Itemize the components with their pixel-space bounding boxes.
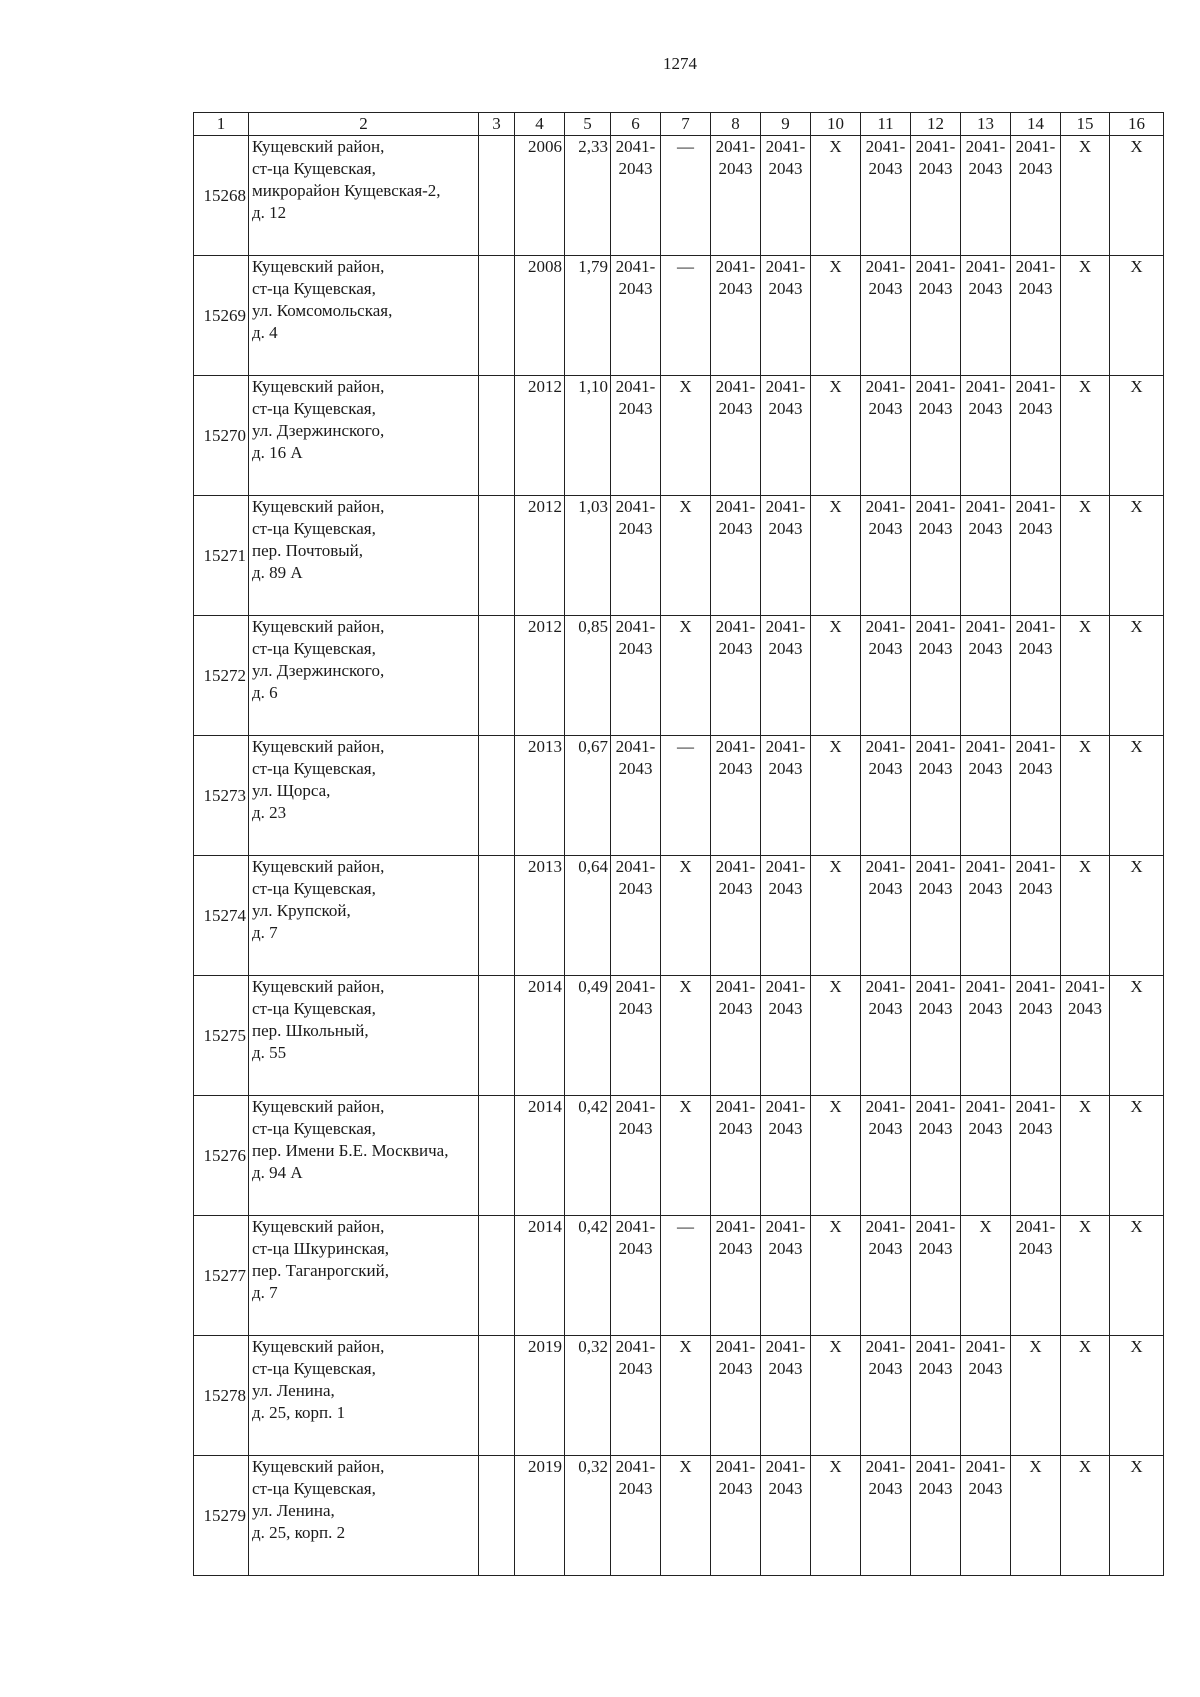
address-line: д. 23	[252, 803, 287, 822]
cell-col-10: X	[811, 1336, 861, 1456]
address-line: Кущевский район,	[252, 1097, 385, 1116]
record-number: 15272	[194, 616, 249, 736]
column-header: 3	[479, 113, 515, 136]
cell-col-3	[479, 256, 515, 376]
cell-col-15: X	[1061, 1336, 1110, 1456]
cell-col-14: 2041- 2043	[1011, 736, 1061, 856]
cell-col-10: X	[811, 1456, 861, 1576]
cell-col-11: 2041- 2043	[861, 736, 911, 856]
cell-col-16: X	[1110, 1336, 1164, 1456]
address-line: ст-ца Кущевская,	[252, 759, 376, 778]
cell-col-8: 2041- 2043	[711, 736, 761, 856]
address-line: д. 12	[252, 203, 287, 222]
value-cell: 2,33	[565, 136, 611, 256]
cell-col-12: 2041- 2043	[911, 976, 961, 1096]
year-cell: 2012	[515, 376, 565, 496]
cell-col-8: 2041- 2043	[711, 1336, 761, 1456]
cell-col-9: 2041- 2043	[761, 1456, 811, 1576]
record-number: 15277	[194, 1216, 249, 1336]
column-header: 6	[611, 113, 661, 136]
cell-col-9: 2041- 2043	[761, 376, 811, 496]
cell-col-6: 2041- 2043	[611, 496, 661, 616]
column-header: 2	[249, 113, 479, 136]
cell-col-10: X	[811, 616, 861, 736]
cell-col-6: 2041- 2043	[611, 256, 661, 376]
cell-col-8: 2041- 2043	[711, 136, 761, 256]
year-cell: 2014	[515, 976, 565, 1096]
address-line: ст-ца Кущевская,	[252, 399, 376, 418]
cell-col-7: X	[661, 1096, 711, 1216]
address-line: Кущевский район,	[252, 137, 385, 156]
cell-col-11: 2041- 2043	[861, 976, 911, 1096]
cell-col-11: 2041- 2043	[861, 136, 911, 256]
cell-col-14: 2041- 2043	[1011, 1216, 1061, 1336]
cell-col-3	[479, 976, 515, 1096]
cell-col-16: X	[1110, 856, 1164, 976]
address-line: ст-ца Кущевская,	[252, 1479, 376, 1498]
cell-col-3	[479, 496, 515, 616]
cell-col-10: X	[811, 736, 861, 856]
address-line: ул. Комсомольская,	[252, 301, 393, 320]
year-cell: 2014	[515, 1096, 565, 1216]
cell-col-3	[479, 736, 515, 856]
cell-col-8: 2041- 2043	[711, 1456, 761, 1576]
cell-col-14: X	[1011, 1456, 1061, 1576]
cell-col-14: 2041- 2043	[1011, 1096, 1061, 1216]
record-number: 15276	[194, 1096, 249, 1216]
cell-col-14: X	[1011, 1336, 1061, 1456]
cell-col-7: —	[661, 1216, 711, 1336]
cell-col-10: X	[811, 976, 861, 1096]
address-line: д. 4	[252, 323, 278, 342]
cell-col-15: X	[1061, 856, 1110, 976]
address-line: пер. Почтовый,	[252, 541, 364, 560]
cell-col-8: 2041- 2043	[711, 976, 761, 1096]
cell-col-10: X	[811, 496, 861, 616]
cell-col-13: 2041- 2043	[961, 616, 1011, 736]
address-line: ул. Ленина,	[252, 1501, 335, 1520]
cell-col-6: 2041- 2043	[611, 1456, 661, 1576]
cell-col-13: 2041- 2043	[961, 1096, 1011, 1216]
record-number: 15279	[194, 1456, 249, 1576]
cell-col-14: 2041- 2043	[1011, 376, 1061, 496]
address-cell	[249, 976, 479, 1096]
cell-col-7: —	[661, 136, 711, 256]
cell-col-10: X	[811, 136, 861, 256]
cell-col-3	[479, 856, 515, 976]
cell-col-9: 2041- 2043	[761, 1336, 811, 1456]
table-header-row	[194, 113, 1164, 136]
cell-col-7: X	[661, 1336, 711, 1456]
cell-col-16: X	[1110, 1216, 1164, 1336]
table-row	[194, 136, 1164, 256]
address-line: д. 89 А	[252, 563, 303, 582]
cell-col-16: X	[1110, 736, 1164, 856]
cell-col-16: X	[1110, 496, 1164, 616]
address-cell	[249, 1456, 479, 1576]
column-header: 10	[811, 113, 861, 136]
cell-col-7: X	[661, 376, 711, 496]
address-line: ул. Дзержинского,	[252, 661, 385, 680]
cell-col-7: X	[661, 496, 711, 616]
table-row	[194, 616, 1164, 736]
cell-col-6: 2041- 2043	[611, 736, 661, 856]
address-line: Кущевский район,	[252, 977, 385, 996]
cell-col-14: 2041- 2043	[1011, 136, 1061, 256]
cell-col-6: 2041- 2043	[611, 376, 661, 496]
column-header: 14	[1011, 113, 1061, 136]
cell-col-3	[479, 1456, 515, 1576]
cell-col-10: X	[811, 1096, 861, 1216]
address-line: ул. Ленина,	[252, 1381, 335, 1400]
cell-col-15: X	[1061, 1456, 1110, 1576]
table-row	[194, 1096, 1164, 1216]
cell-col-13: 2041- 2043	[961, 376, 1011, 496]
cell-col-15: X	[1061, 376, 1110, 496]
address-line: д. 55	[252, 1043, 287, 1062]
record-number: 15269	[194, 256, 249, 376]
value-cell: 0,67	[565, 736, 611, 856]
address-line: д. 94 А	[252, 1163, 303, 1182]
column-header: 7	[661, 113, 711, 136]
cell-col-10: X	[811, 856, 861, 976]
cell-col-10: X	[811, 1216, 861, 1336]
column-header: 9	[761, 113, 811, 136]
cell-col-12: 2041- 2043	[911, 1456, 961, 1576]
cell-col-8: 2041- 2043	[711, 376, 761, 496]
year-cell: 2019	[515, 1336, 565, 1456]
cell-col-16: X	[1110, 376, 1164, 496]
address-line: Кущевский район,	[252, 737, 385, 756]
cell-col-9: 2041- 2043	[761, 256, 811, 376]
cell-col-15: X	[1061, 496, 1110, 616]
cell-col-11: 2041- 2043	[861, 256, 911, 376]
address-line: ул. Щорса,	[252, 781, 331, 800]
cell-col-13: 2041- 2043	[961, 1456, 1011, 1576]
cell-col-8: 2041- 2043	[711, 256, 761, 376]
cell-col-14: 2041- 2043	[1011, 976, 1061, 1096]
table-row	[194, 376, 1164, 496]
cell-col-6: 2041- 2043	[611, 1216, 661, 1336]
address-line: Кущевский район,	[252, 1457, 385, 1476]
cell-col-15: X	[1061, 136, 1110, 256]
address-line: д. 7	[252, 923, 278, 942]
address-line: д. 6	[252, 683, 278, 702]
cell-col-3	[479, 1336, 515, 1456]
table-row	[194, 256, 1164, 376]
address-cell	[249, 736, 479, 856]
column-header: 1	[194, 113, 249, 136]
cell-col-9: 2041- 2043	[761, 856, 811, 976]
cell-col-8: 2041- 2043	[711, 856, 761, 976]
address-line: Кущевский район,	[252, 377, 385, 396]
year-cell: 2013	[515, 736, 565, 856]
cell-col-15: X	[1061, 616, 1110, 736]
address-cell	[249, 1336, 479, 1456]
registry-table	[193, 112, 1164, 1576]
address-cell	[249, 856, 479, 976]
cell-col-16: X	[1110, 1456, 1164, 1576]
cell-col-3	[479, 616, 515, 736]
record-number: 15274	[194, 856, 249, 976]
value-cell: 0,49	[565, 976, 611, 1096]
cell-col-16: X	[1110, 616, 1164, 736]
cell-col-13: 2041- 2043	[961, 256, 1011, 376]
record-number: 15268	[194, 136, 249, 256]
table-row	[194, 1336, 1164, 1456]
address-cell	[249, 1216, 479, 1336]
column-header: 13	[961, 113, 1011, 136]
address-line: пер. Таганрогский,	[252, 1261, 389, 1280]
record-number: 15275	[194, 976, 249, 1096]
cell-col-11: 2041- 2043	[861, 1456, 911, 1576]
cell-col-12: 2041- 2043	[911, 496, 961, 616]
cell-col-6: 2041- 2043	[611, 136, 661, 256]
record-number: 15270	[194, 376, 249, 496]
address-line: д. 25, корп. 1	[252, 1403, 346, 1422]
address-line: Кущевский район,	[252, 257, 385, 276]
cell-col-9: 2041- 2043	[761, 736, 811, 856]
address-line: ул. Дзержинского,	[252, 421, 385, 440]
year-cell: 2014	[515, 1216, 565, 1336]
cell-col-9: 2041- 2043	[761, 1096, 811, 1216]
cell-col-15: X	[1061, 256, 1110, 376]
value-cell: 0,42	[565, 1096, 611, 1216]
value-cell: 0,64	[565, 856, 611, 976]
cell-col-9: 2041- 2043	[761, 976, 811, 1096]
cell-col-7: —	[661, 256, 711, 376]
cell-col-15: X	[1061, 736, 1110, 856]
address-cell	[249, 496, 479, 616]
value-cell: 0,32	[565, 1456, 611, 1576]
cell-col-13: X	[961, 1216, 1011, 1336]
table-row	[194, 976, 1164, 1096]
address-line: ул. Крупской,	[252, 901, 351, 920]
value-cell: 0,42	[565, 1216, 611, 1336]
cell-col-12: 2041- 2043	[911, 136, 961, 256]
cell-col-11: 2041- 2043	[861, 616, 911, 736]
address-line: ст-ца Кущевская,	[252, 519, 376, 538]
cell-col-14: 2041- 2043	[1011, 256, 1061, 376]
cell-col-6: 2041- 2043	[611, 1336, 661, 1456]
table-row	[194, 736, 1164, 856]
cell-col-12: 2041- 2043	[911, 376, 961, 496]
address-line: Кущевский район,	[252, 1337, 385, 1356]
cell-col-11: 2041- 2043	[861, 496, 911, 616]
cell-col-3	[479, 136, 515, 256]
column-header: 12	[911, 113, 961, 136]
cell-col-12: 2041- 2043	[911, 856, 961, 976]
cell-col-12: 2041- 2043	[911, 736, 961, 856]
cell-col-13: 2041- 2043	[961, 1336, 1011, 1456]
address-cell	[249, 376, 479, 496]
cell-col-3	[479, 1216, 515, 1336]
address-line: д. 16 А	[252, 443, 303, 462]
cell-col-12: 2041- 2043	[911, 1336, 961, 1456]
cell-col-7: X	[661, 856, 711, 976]
address-line: ст-ца Кущевская,	[252, 1359, 376, 1378]
cell-col-15: X	[1061, 1216, 1110, 1336]
cell-col-12: 2041- 2043	[911, 256, 961, 376]
record-number: 15271	[194, 496, 249, 616]
address-cell	[249, 136, 479, 256]
year-cell: 2012	[515, 616, 565, 736]
cell-col-7: —	[661, 736, 711, 856]
cell-col-14: 2041- 2043	[1011, 496, 1061, 616]
cell-col-16: X	[1110, 976, 1164, 1096]
cell-col-12: 2041- 2043	[911, 616, 961, 736]
address-line: Кущевский район,	[252, 1217, 385, 1236]
cell-col-8: 2041- 2043	[711, 616, 761, 736]
cell-col-6: 2041- 2043	[611, 616, 661, 736]
cell-col-10: X	[811, 376, 861, 496]
address-line: д. 7	[252, 1283, 278, 1302]
column-header: 16	[1110, 113, 1164, 136]
cell-col-13: 2041- 2043	[961, 856, 1011, 976]
cell-col-13: 2041- 2043	[961, 736, 1011, 856]
cell-col-16: X	[1110, 256, 1164, 376]
year-cell: 2013	[515, 856, 565, 976]
cell-col-8: 2041- 2043	[711, 1096, 761, 1216]
cell-col-6: 2041- 2043	[611, 976, 661, 1096]
cell-col-11: 2041- 2043	[861, 376, 911, 496]
table-row	[194, 856, 1164, 976]
address-cell	[249, 1096, 479, 1216]
cell-col-16: X	[1110, 1096, 1164, 1216]
address-line: Кущевский район,	[252, 857, 385, 876]
cell-col-15: 2041- 2043	[1061, 976, 1110, 1096]
address-line: пер. Имени Б.Е. Москвича,	[252, 1141, 449, 1160]
year-cell: 2019	[515, 1456, 565, 1576]
address-line: Кущевский район,	[252, 617, 385, 636]
address-cell	[249, 616, 479, 736]
cell-col-13: 2041- 2043	[961, 136, 1011, 256]
cell-col-7: X	[661, 976, 711, 1096]
cell-col-12: 2041- 2043	[911, 1096, 961, 1216]
address-line: ст-ца Шкуринская,	[252, 1239, 390, 1258]
address-line: ст-ца Кущевская,	[252, 999, 376, 1018]
cell-col-16: X	[1110, 136, 1164, 256]
cell-col-3	[479, 376, 515, 496]
column-header: 4	[515, 113, 565, 136]
address-line: пер. Школьный,	[252, 1021, 369, 1040]
cell-col-15: X	[1061, 1096, 1110, 1216]
year-cell: 2008	[515, 256, 565, 376]
cell-col-8: 2041- 2043	[711, 1216, 761, 1336]
year-cell: 2012	[515, 496, 565, 616]
cell-col-9: 2041- 2043	[761, 1216, 811, 1336]
value-cell: 1,03	[565, 496, 611, 616]
cell-col-6: 2041- 2043	[611, 856, 661, 976]
cell-col-8: 2041- 2043	[711, 496, 761, 616]
table-row	[194, 496, 1164, 616]
address-line: ст-ца Кущевская,	[252, 279, 376, 298]
cell-col-14: 2041- 2043	[1011, 616, 1061, 736]
cell-col-11: 2041- 2043	[861, 1096, 911, 1216]
cell-col-9: 2041- 2043	[761, 496, 811, 616]
table-row	[194, 1456, 1164, 1576]
address-line: ст-ца Кущевская,	[252, 879, 376, 898]
address-line: ст-ца Кущевская,	[252, 1119, 376, 1138]
cell-col-11: 2041- 2043	[861, 1336, 911, 1456]
address-line: ст-ца Кущевская,	[252, 159, 376, 178]
value-cell: 1,10	[565, 376, 611, 496]
address-line: микрорайон Кущевская-2,	[252, 181, 441, 200]
value-cell: 0,85	[565, 616, 611, 736]
column-header: 11	[861, 113, 911, 136]
column-header: 8	[711, 113, 761, 136]
cell-col-10: X	[811, 256, 861, 376]
record-number: 15278	[194, 1336, 249, 1456]
address-cell	[249, 256, 479, 376]
cell-col-11: 2041- 2043	[861, 1216, 911, 1336]
table-row	[194, 1216, 1164, 1336]
cell-col-13: 2041- 2043	[961, 976, 1011, 1096]
year-cell: 2006	[515, 136, 565, 256]
address-line: Кущевский район,	[252, 497, 385, 516]
cell-col-14: 2041- 2043	[1011, 856, 1061, 976]
cell-col-13: 2041- 2043	[961, 496, 1011, 616]
value-cell: 1,79	[565, 256, 611, 376]
address-line: ст-ца Кущевская,	[252, 639, 376, 658]
cell-col-9: 2041- 2043	[761, 616, 811, 736]
cell-col-12: 2041- 2043	[911, 1216, 961, 1336]
value-cell: 0,32	[565, 1336, 611, 1456]
cell-col-7: X	[661, 1456, 711, 1576]
cell-col-6: 2041- 2043	[611, 1096, 661, 1216]
cell-col-9: 2041- 2043	[761, 136, 811, 256]
page-number: 1274	[663, 54, 697, 73]
record-number: 15273	[194, 736, 249, 856]
cell-col-11: 2041- 2043	[861, 856, 911, 976]
cell-col-7: X	[661, 616, 711, 736]
column-header: 15	[1061, 113, 1110, 136]
cell-col-3	[479, 1096, 515, 1216]
address-line: д. 25, корп. 2	[252, 1523, 346, 1542]
column-header: 5	[565, 113, 611, 136]
